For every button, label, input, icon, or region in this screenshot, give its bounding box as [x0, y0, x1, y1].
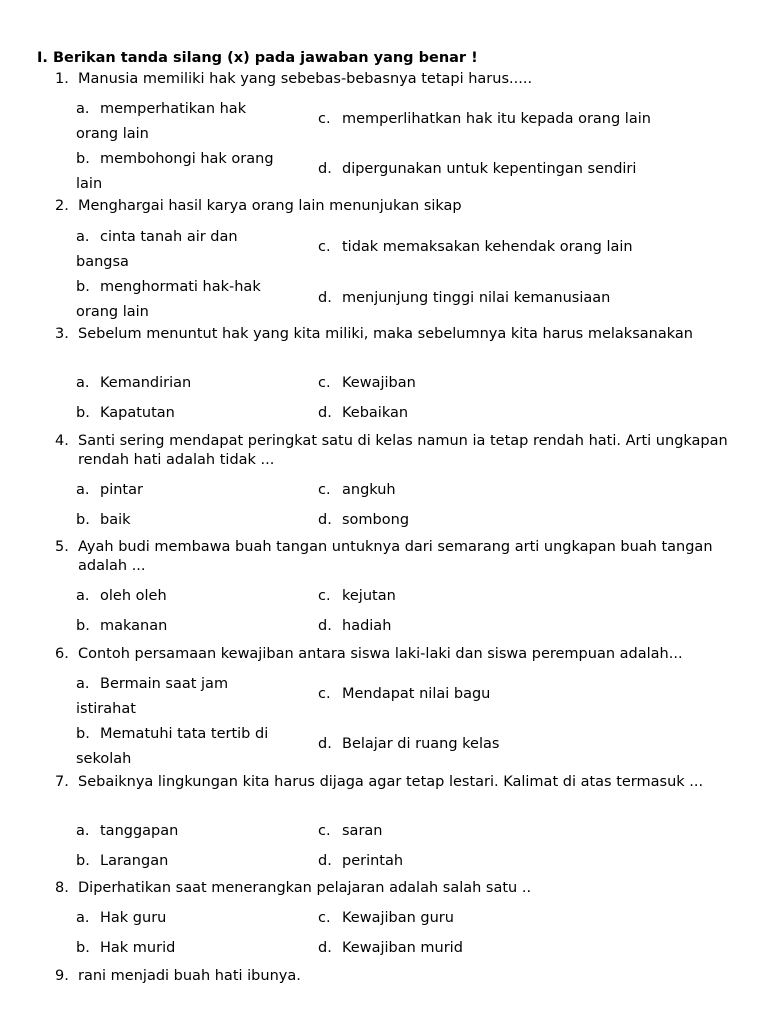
option-a[interactable]	[76, 374, 191, 393]
option-text: oleh oleh	[100, 588, 167, 604]
option-letter: a.	[76, 101, 90, 117]
question-2	[55, 197, 745, 216]
option-text: perintah	[342, 853, 404, 869]
option-text: dipergunakan untuk kepentingan sendiri	[342, 161, 637, 177]
option-text: hadiah	[342, 618, 392, 634]
question-text: Santi sering mendapat peringkat satu di kelas namun ia tetap rendah hati. Arti ungkapan rendah hati adalah tidak ...	[78, 433, 728, 468]
option-b[interactable]	[76, 147, 274, 197]
option-letter: c.	[318, 823, 331, 839]
option-text: Kewajiban	[342, 375, 416, 391]
option-text: tanggapan	[100, 823, 179, 839]
option-text-continued: sekolah	[76, 751, 132, 767]
section-heading: I. Berikan tanda silang (x) pada jawaban yang benar !	[37, 50, 478, 66]
option-letter: c.	[318, 588, 331, 604]
question-4	[55, 432, 745, 470]
option-d[interactable]	[318, 160, 636, 179]
option-d[interactable]	[318, 852, 403, 871]
option-c[interactable]	[318, 909, 454, 928]
option-b[interactable]	[76, 404, 175, 423]
question-number: 9.	[55, 968, 69, 984]
option-letter: b.	[76, 618, 90, 634]
option-a[interactable]	[76, 587, 167, 606]
option-letter: a.	[76, 229, 90, 245]
option-letter: b.	[76, 940, 90, 956]
option-letter: b.	[76, 853, 90, 869]
option-c[interactable]	[318, 481, 396, 500]
option-text-continued: istirahat	[76, 701, 136, 717]
option-letter: c.	[318, 239, 331, 255]
option-text: memperlihatkan hak itu kepada orang lain	[342, 111, 651, 127]
option-letter: a.	[76, 823, 90, 839]
question-9	[55, 967, 745, 986]
option-a[interactable]	[76, 909, 166, 928]
option-a[interactable]	[76, 822, 178, 841]
option-letter: c.	[318, 686, 331, 702]
option-text: memperhatikan hak	[100, 101, 247, 117]
question-1	[55, 70, 745, 89]
option-text-continued: orang lain	[76, 304, 149, 320]
option-text: Kemandirian	[100, 375, 192, 391]
option-text: Mendapat nilai bagu	[342, 686, 491, 702]
question-text: Contoh persamaan kewajiban antara siswa laki-laki dan siswa perempuan adalah...	[78, 646, 683, 662]
question-5	[55, 538, 745, 576]
option-a[interactable]	[76, 97, 246, 147]
option-text: menghormati hak-hak	[100, 279, 261, 295]
option-text: Kapatutan	[100, 405, 175, 421]
option-text: tidak memaksakan kehendak orang lain	[342, 239, 633, 255]
option-text: Bermain saat jam	[100, 676, 229, 692]
option-c[interactable]	[318, 110, 651, 129]
option-b[interactable]	[76, 275, 261, 325]
option-letter: b.	[76, 279, 90, 295]
option-b[interactable]	[76, 617, 167, 636]
option-letter: d.	[318, 405, 332, 421]
question-text: rani menjadi buah hati ibunya.	[78, 968, 301, 984]
option-text: Hak murid	[100, 940, 176, 956]
option-letter: a.	[76, 910, 90, 926]
option-letter: d.	[318, 618, 332, 634]
question-number: 6.	[55, 646, 69, 662]
option-d[interactable]	[318, 404, 408, 423]
option-letter: a.	[76, 588, 90, 604]
option-d[interactable]	[318, 289, 610, 308]
option-letter: c.	[318, 111, 331, 127]
option-letter: c.	[318, 375, 331, 391]
option-text-continued: bangsa	[76, 254, 129, 270]
option-a[interactable]	[76, 225, 238, 275]
option-a[interactable]	[76, 481, 143, 500]
option-text: menjunjung tinggi nilai kemanusiaan	[342, 290, 611, 306]
question-number: 5.	[55, 539, 69, 555]
option-b[interactable]	[76, 511, 131, 530]
question-7	[55, 773, 745, 792]
option-letter: c.	[318, 910, 331, 926]
option-text: Mematuhi tata tertib di	[100, 726, 269, 742]
option-letter: d.	[318, 736, 332, 752]
option-d[interactable]	[318, 735, 499, 754]
option-c[interactable]	[318, 374, 416, 393]
question-number: 3.	[55, 326, 69, 342]
question-3	[55, 325, 745, 344]
question-text: Diperhatikan saat menerangkan pelajaran adalah salah satu ..	[78, 880, 532, 896]
option-letter: d.	[318, 512, 332, 528]
question-text: Manusia memiliki hak yang sebebas-bebasnya tetapi harus.....	[78, 71, 533, 87]
option-text: makanan	[100, 618, 168, 634]
option-text: Kewajiban murid	[342, 940, 463, 956]
option-text-continued: lain	[76, 176, 103, 192]
option-b[interactable]	[76, 852, 168, 871]
question-8	[55, 879, 745, 898]
question-number: 2.	[55, 198, 69, 214]
question-6	[55, 645, 745, 664]
option-d[interactable]	[318, 511, 409, 530]
option-d[interactable]	[318, 617, 391, 636]
question-number: 1.	[55, 71, 69, 87]
option-c[interactable]	[318, 685, 490, 704]
option-d[interactable]	[318, 939, 463, 958]
option-letter: c.	[318, 482, 331, 498]
question-text: Sebelum menuntut hak yang kita miliki, maka sebelumnya kita harus melaksanakan	[78, 326, 693, 342]
option-letter: d.	[318, 853, 332, 869]
option-letter: a.	[76, 375, 90, 391]
question-number: 8.	[55, 880, 69, 896]
option-c[interactable]	[318, 822, 382, 841]
option-b[interactable]	[76, 939, 175, 958]
option-text: baik	[100, 512, 131, 528]
option-text: pintar	[100, 482, 143, 498]
option-text: Belajar di ruang kelas	[342, 736, 500, 752]
option-text: cinta tanah air dan	[100, 229, 238, 245]
option-letter: d.	[318, 940, 332, 956]
question-text: Menghargai hasil karya orang lain menunjukan sikap	[78, 198, 462, 214]
option-text: Kewajiban guru	[342, 910, 454, 926]
question-number: 4.	[55, 433, 69, 449]
option-text: Larangan	[100, 853, 169, 869]
question-number: 7.	[55, 774, 69, 790]
option-letter: b.	[76, 405, 90, 421]
question-text: Sebaiknya lingkungan kita harus dijaga agar tetap lestari. Kalimat di atas termasuk ...	[78, 774, 704, 790]
option-text: saran	[342, 823, 383, 839]
option-c[interactable]	[318, 238, 633, 257]
option-text: Kebaikan	[342, 405, 409, 421]
option-letter: a.	[76, 482, 90, 498]
option-letter: d.	[318, 161, 332, 177]
option-letter: a.	[76, 676, 90, 692]
question-text: Ayah budi membawa buah tangan untuknya dari semarang arti ungkapan buah tangan adalah ...	[78, 539, 713, 574]
option-letter: b.	[76, 726, 90, 742]
option-letter: b.	[76, 151, 90, 167]
option-letter: b.	[76, 512, 90, 528]
option-text-continued: orang lain	[76, 126, 149, 142]
option-text: Hak guru	[100, 910, 167, 926]
option-c[interactable]	[318, 587, 396, 606]
option-text: membohongi hak orang	[100, 151, 274, 167]
option-letter: d.	[318, 290, 332, 306]
option-text: sombong	[342, 512, 410, 528]
option-text: angkuh	[342, 482, 396, 498]
option-a[interactable]	[76, 672, 228, 722]
option-b[interactable]	[76, 722, 268, 772]
option-text: kejutan	[342, 588, 396, 604]
